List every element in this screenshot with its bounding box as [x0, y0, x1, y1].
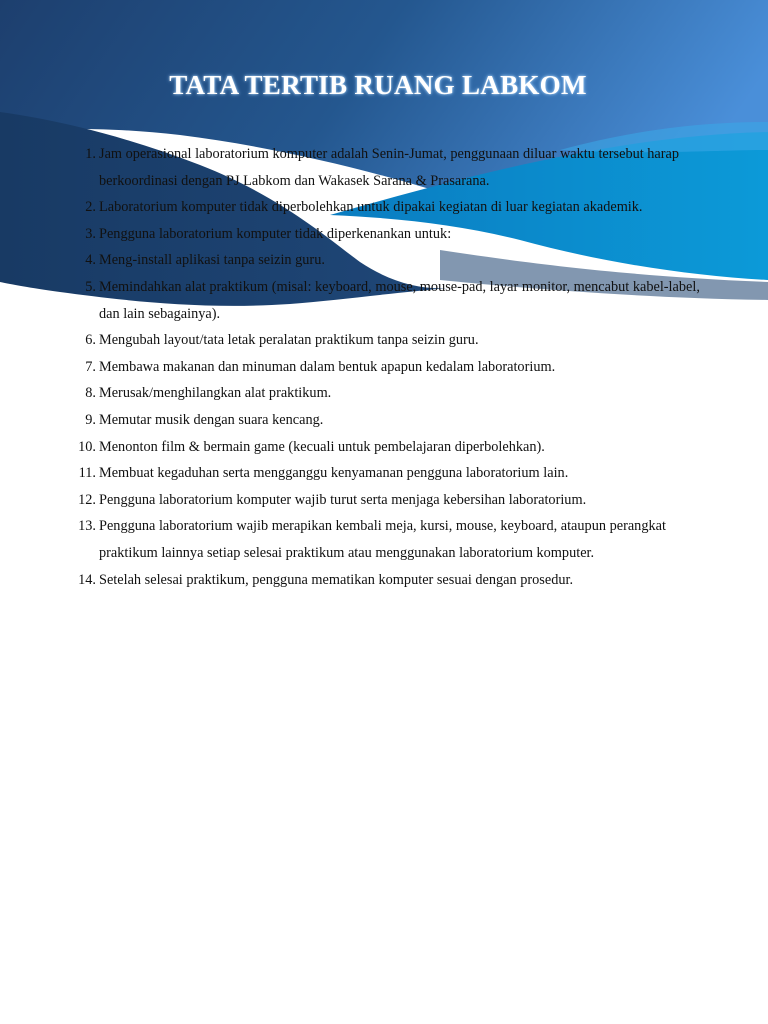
- rule-number: 7.: [85, 358, 96, 375]
- rule-text: Menonton film & bermain game (kecuali untuk pembelajaran diperbolehkan).: [99, 438, 545, 455]
- rule-item: [74, 274, 704, 327]
- rule-item: [74, 141, 704, 194]
- rule-text: Pengguna laboratorium wajib merapikan kembali meja, kursi, mouse, keyboard, ataupun perangkat praktikum lainnya setiap selesai praktikum atau menggunakan laboratorium komputer.: [99, 518, 666, 561]
- rule-item: [74, 221, 704, 248]
- rule-text: Laboratorium komputer tidak diperbolehkan untuk dipakai kegiatan di luar kegiatan akademik.: [99, 199, 643, 216]
- rule-item: [74, 567, 704, 594]
- rule-number: 3.: [85, 225, 96, 242]
- rule-item: [74, 327, 704, 354]
- rule-number: 1.: [85, 146, 96, 162]
- rule-number: 4.: [85, 252, 96, 269]
- rule-number: 11.: [78, 465, 96, 482]
- rule-item: [74, 194, 704, 221]
- rule-text: Jam operasional laboratorium komputer adalah Senin-Jumat, penggunaan diluar waktu tersebut harap berkoordinasi dengan PJ Labkom dan Wakasek Sarana & Prasarana.: [99, 146, 680, 189]
- page-title: TATA TERTIB RUANG LABKOM: [169, 70, 587, 100]
- rule-text: Membawa makanan dan minuman dalam bentuk apapun kedalam laboratorium.: [99, 358, 556, 375]
- rule-number: 10.: [78, 438, 96, 455]
- rule-text: Mengubah layout/tata letak peralatan praktikum tanpa seizin guru.: [99, 332, 479, 349]
- rule-item: [74, 460, 704, 487]
- rule-number: 2.: [85, 199, 96, 216]
- rule-text: Setelah selesai praktikum, pengguna mematikan komputer sesuai dengan prosedur.: [99, 571, 574, 588]
- rule-number: 5.: [85, 278, 96, 295]
- rule-number: 9.: [85, 411, 96, 428]
- rule-text: Meng-install aplikasi tanpa seizin guru.: [99, 252, 325, 269]
- rule-item: [74, 487, 704, 514]
- rule-text: Memutar musik dengan suara kencang.: [99, 411, 324, 428]
- rule-text: Memindahkan alat praktikum (misal: keyboard, mouse, mouse-pad, layar monitor, mencabut kabel-label, dan lain sebagainya).: [99, 278, 700, 322]
- rule-text: Pengguna laboratorium komputer tidak diperkenankan untuk:: [99, 225, 452, 242]
- rule-item: [74, 380, 704, 407]
- rule-number: 14.: [78, 571, 96, 588]
- rule-item: [74, 513, 704, 566]
- rule-item: [74, 247, 704, 274]
- rule-text: Membuat kegaduhan serta mengganggu kenyamanan pengguna laboratorium lain.: [99, 465, 569, 482]
- rule-item: [74, 407, 704, 434]
- rule-number: 12.: [78, 491, 96, 508]
- rule-number: 8.: [85, 385, 96, 402]
- rules-list: [74, 141, 704, 593]
- rule-text: Merusak/menghilangkan alat praktikum.: [99, 385, 332, 402]
- rule-number: 13.: [78, 518, 96, 535]
- rule-number: 6.: [85, 332, 96, 349]
- rule-text: Pengguna laboratorium komputer wajib turut serta menjaga kebersihan laboratorium.: [99, 491, 587, 508]
- rule-item: [74, 354, 704, 381]
- rule-item: [74, 434, 704, 461]
